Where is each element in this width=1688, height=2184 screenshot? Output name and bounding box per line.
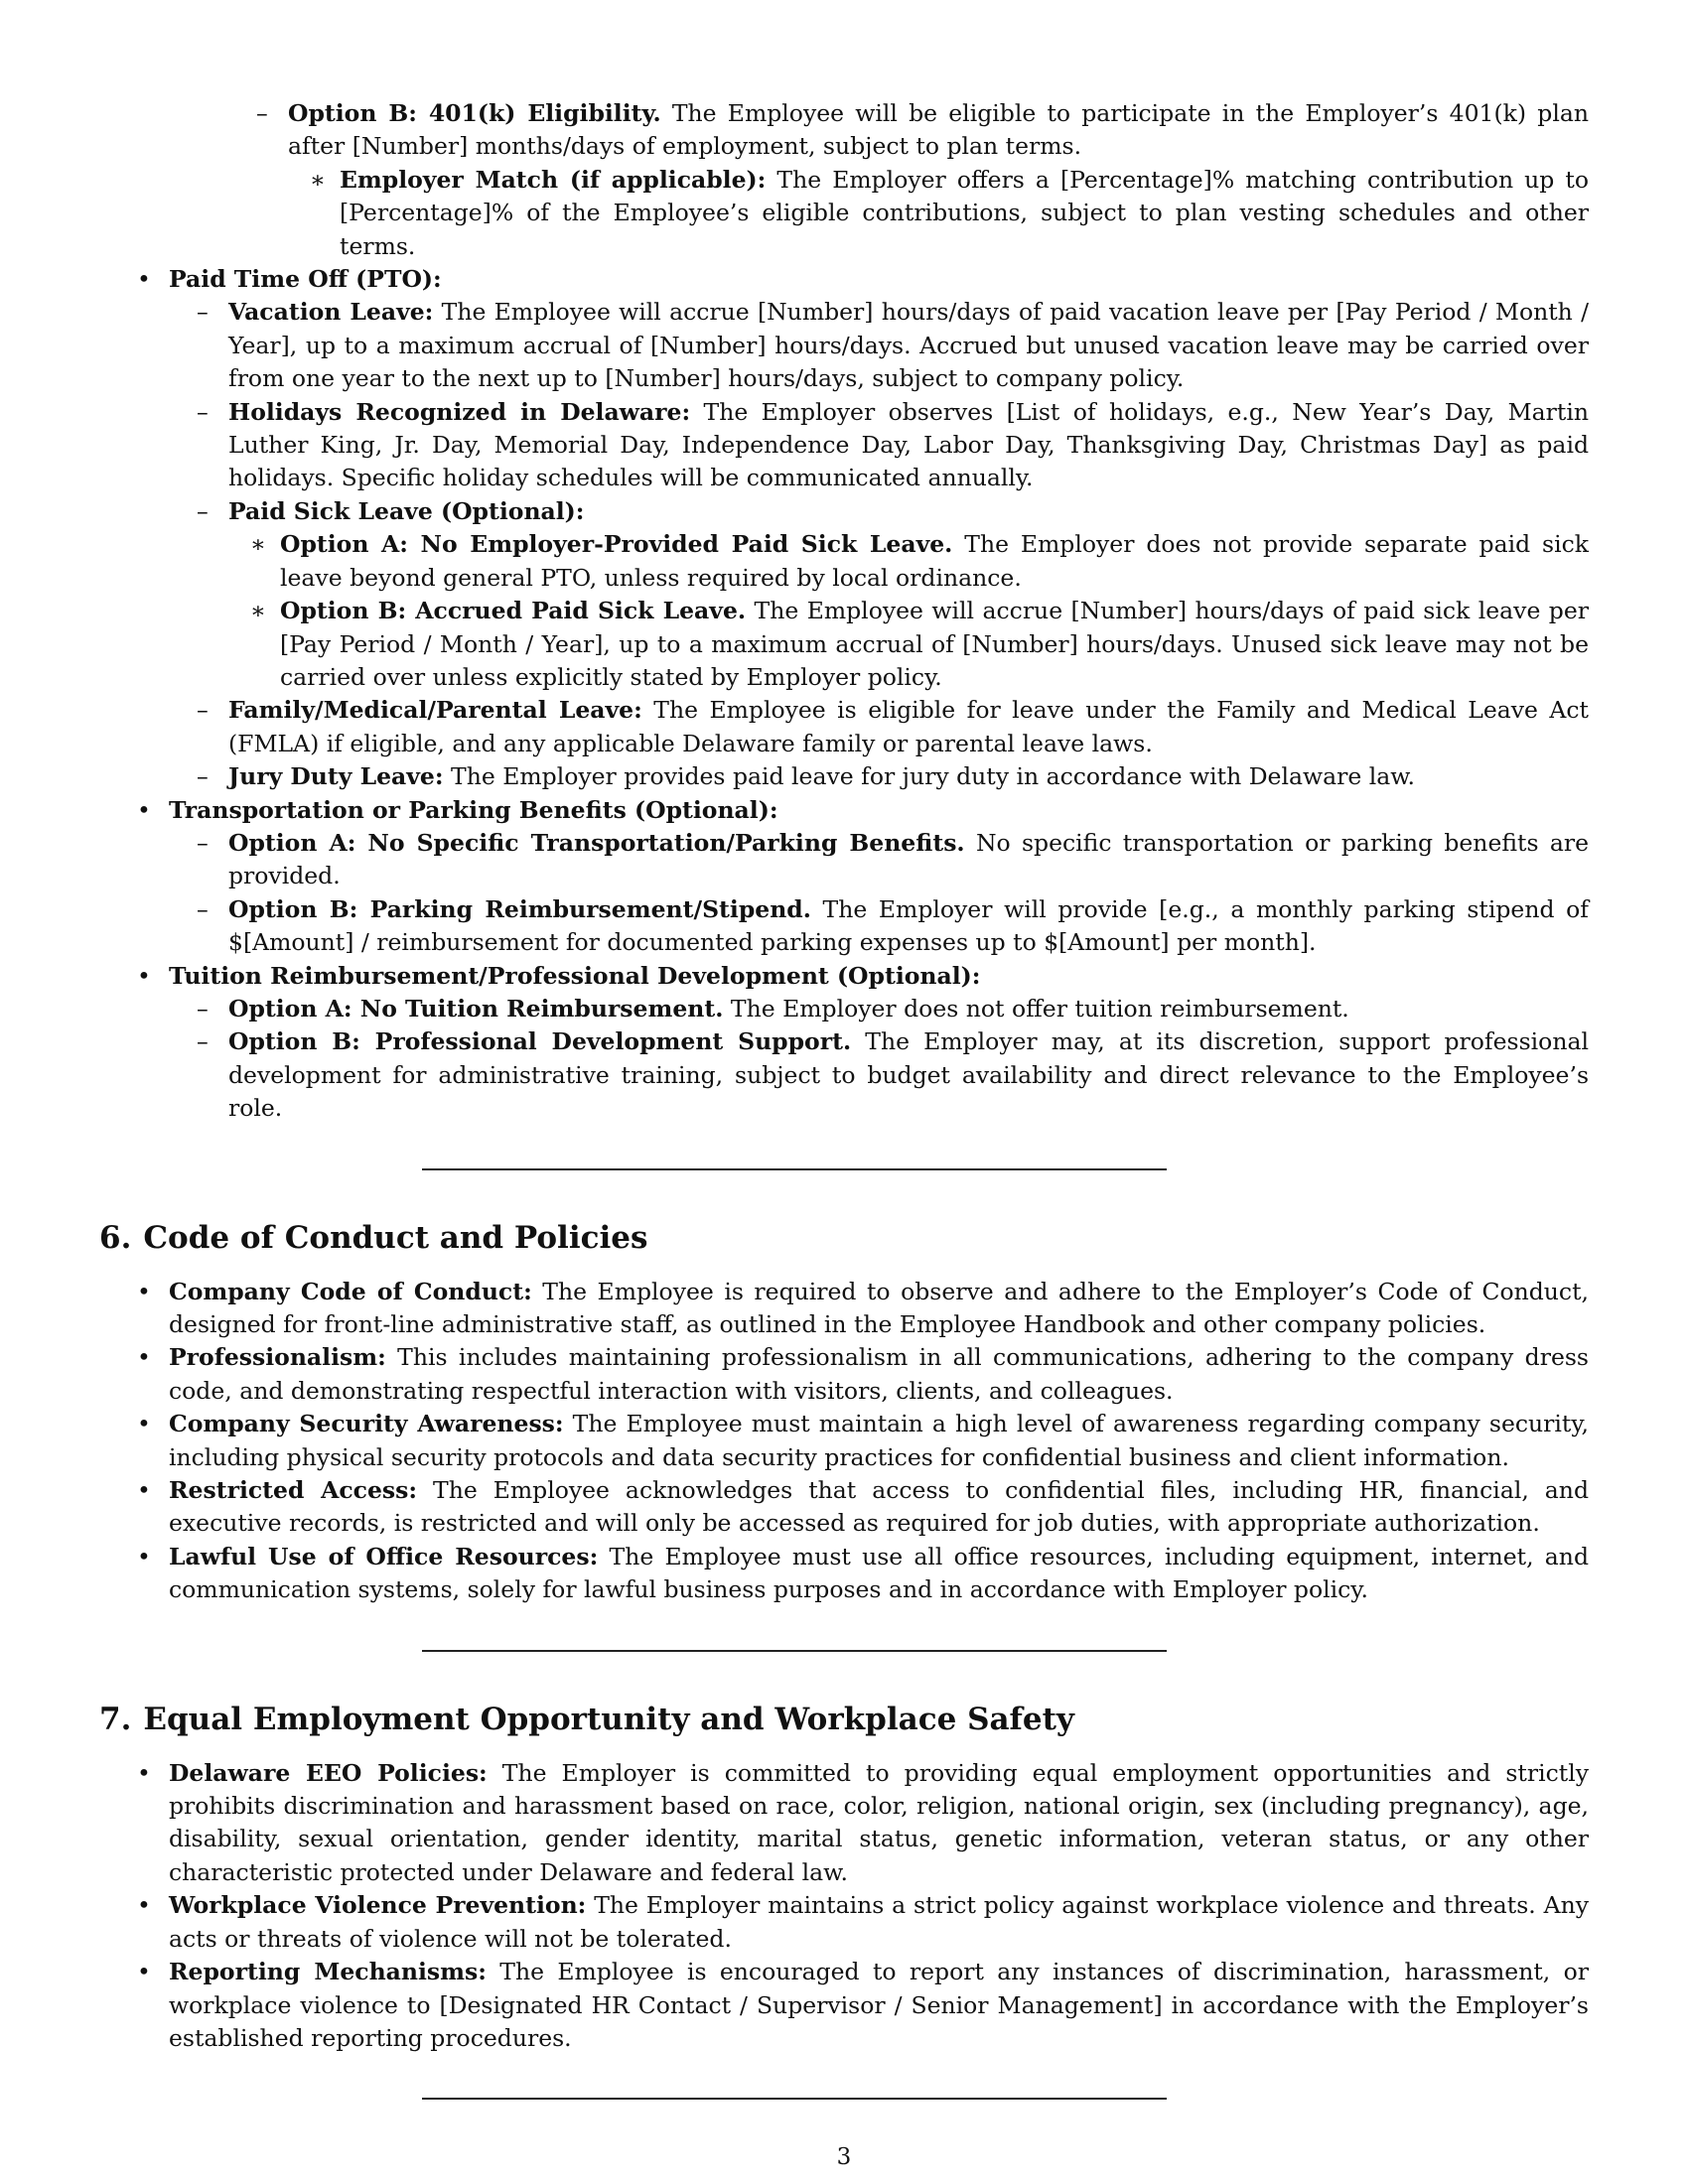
list-item bbox=[169, 827, 1589, 893]
section-heading bbox=[99, 1220, 1589, 1256]
list-item bbox=[169, 1025, 1589, 1125]
list-item bbox=[228, 595, 1589, 694]
item-title: Transportation or Parking Benefits (Optional): bbox=[169, 795, 778, 824]
item-text: The Employer maintains a strict policy against workplace violence and threats. Any acts or threats of violence will not be tolerated. bbox=[169, 1891, 1589, 1953]
list-item bbox=[99, 1408, 1589, 1474]
item-title: Holidays Recognized in Delaware: bbox=[228, 397, 691, 426]
sub-list bbox=[288, 164, 1589, 263]
item-title: Option B: Parking Reimbursement/Stipend. bbox=[228, 894, 811, 923]
list-item bbox=[169, 694, 1589, 760]
item-text: The Employer does not offer tuition reimbursement. bbox=[730, 994, 1349, 1023]
list-item bbox=[99, 1341, 1589, 1408]
item-text: The Employee is encouraged to report any instances of discrimination, harassment, or workplace violence to [Designated HR Contact / Supervisor / Senior Management] in accordance with the Employer’s established reporting procedures. bbox=[169, 1958, 1589, 2052]
list-item bbox=[228, 97, 1589, 263]
conduct-list bbox=[99, 1276, 1589, 1607]
item-title: Vacation Leave: bbox=[228, 298, 434, 327]
sub-list bbox=[169, 993, 1589, 1126]
list-item bbox=[99, 1541, 1589, 1607]
item-text: The Employee will be eligible to participate in the Employer’s 401(k) plan after [Number] months/days of employment, subject to plan terms. bbox=[288, 99, 1589, 161]
section-number: 6. bbox=[99, 1219, 132, 1256]
item-title: Professionalism: bbox=[169, 1343, 386, 1372]
list-item bbox=[169, 893, 1589, 960]
sub-list bbox=[228, 528, 1589, 694]
item-text: The Employer observes [List of holidays, e.g., New Year’s Day, Martin Luther King, Jr. Day, Memorial Day, Independence Day, Labor Day, Thanksgiving Day, Christmas Day] as paid holidays. Specific holiday schedules will be communicated annually. bbox=[228, 397, 1589, 492]
list-item bbox=[99, 1474, 1589, 1541]
item-title: Paid Sick Leave (Optional): bbox=[228, 496, 585, 525]
section-divider bbox=[422, 2098, 1167, 2100]
item-title: Company Security Awareness: bbox=[169, 1410, 564, 1438]
item-title: Option B: 401(k) Eligibility. bbox=[288, 99, 661, 127]
item-title: Company Code of Conduct: bbox=[169, 1277, 532, 1305]
item-title: Workplace Violence Prevention: bbox=[169, 1891, 587, 1920]
item-title: Family/Medical/Parental Leave: bbox=[228, 696, 642, 725]
list-item bbox=[169, 296, 1589, 395]
item-title: Option A: No Employer-Provided Paid Sick Leave. bbox=[280, 530, 953, 559]
benefits-list bbox=[99, 263, 1589, 1126]
list-item bbox=[169, 993, 1589, 1025]
item-text: The Employee acknowledges that access to confidential files, including HR, financial, and executive records, is restricted and will only be accessed as required for job duties, with appropriate authorization. bbox=[169, 1476, 1589, 1538]
item-title: Delaware EEO Policies: bbox=[169, 1758, 488, 1787]
eeo-list bbox=[99, 1757, 1589, 2056]
item-title: Option B: Professional Development Support. bbox=[228, 1027, 852, 1056]
item-title: Reporting Mechanisms: bbox=[169, 1958, 487, 1986]
item-text: The Employer may, at its discretion, support professional development for administrative training, subject to budget availability and direct relevance to the Employee’s role. bbox=[228, 1027, 1589, 1123]
sub-list bbox=[169, 296, 1589, 793]
sub-list bbox=[169, 827, 1589, 960]
section-title: Code of Conduct and Policies bbox=[143, 1219, 648, 1256]
item-title: Tuition Reimbursement/Professional Development (Optional): bbox=[169, 961, 981, 990]
section-heading bbox=[99, 1702, 1589, 1737]
item-text: This includes maintaining professionalism in all communications, adhering to the company dress code, and demonstrating respectful interaction with visitors, clients, and colleagues. bbox=[169, 1343, 1589, 1405]
item-text: The Employer is committed to providing equal employment opportunities and strictly prohibits discrimination and harassment based on race, color, religion, national origin, sex (including pregnancy), age, disability, sexual orientation, gender identity, marital status, genetic information, veteran status, or any other characteristic protected under Delaware and federal law. bbox=[169, 1758, 1589, 1886]
benefit-tuition bbox=[99, 960, 1589, 1126]
item-text: The Employee must maintain a high level of awareness regarding company security, including physical security protocols and data security practices for confidential business and client information. bbox=[169, 1410, 1589, 1471]
item-text: The Employee will accrue [Number] hours/days of paid vacation leave per [Pay Period / Month / Year], up to a maximum accrual of [Number] hours/days. Accrued but unused vacation leave may be carried over from one year to the next up to [Number] hours/days, subject to company policy. bbox=[228, 298, 1589, 393]
list-item bbox=[99, 1956, 1589, 2055]
item-title: Paid Time Off (PTO): bbox=[169, 265, 442, 294]
list-item bbox=[99, 1757, 1589, 1890]
benefit-pto bbox=[99, 263, 1589, 794]
item-text: No specific transportation or parking benefits are provided. bbox=[228, 828, 1589, 890]
item-title: Jury Duty Leave: bbox=[228, 762, 444, 791]
item-text: The Employee will accrue [Number] hours/days of paid sick leave per [Pay Period / Month / Year], up to a maximum accrual of [Number] hours/days. Unused sick leave may not be carried over unless explicitly stated by Employer policy. bbox=[280, 597, 1589, 691]
list-item bbox=[99, 1276, 1589, 1342]
item-title: Option A: No Specific Transportation/Parking Benefits. bbox=[228, 828, 965, 857]
item-text: The Employer provides paid leave for jury duty in accordance with Delaware law. bbox=[451, 762, 1416, 791]
item-text: The Employer offers a [Percentage]% matching contribution up to [Percentage]% of the Employee’s eligible contributions, subject to plan vesting schedules and other terms. bbox=[340, 165, 1589, 260]
benefit-transportation bbox=[99, 794, 1589, 960]
page-number: 3 bbox=[836, 2144, 852, 2170]
pre-list bbox=[99, 97, 1589, 263]
item-text: The Employer does not provide separate paid sick leave beyond general PTO, unless required by local ordinance. bbox=[280, 530, 1589, 592]
item-title: Lawful Use of Office Resources: bbox=[169, 1542, 599, 1570]
page-content bbox=[99, 97, 1589, 2100]
item-title: Employer Match (if applicable): bbox=[340, 165, 767, 194]
section-divider bbox=[422, 1650, 1167, 1652]
list-item bbox=[169, 760, 1589, 793]
section-number: 7. bbox=[99, 1701, 132, 1737]
item-title: Restricted Access: bbox=[169, 1476, 418, 1505]
item-text: The Employee must use all office resources, including equipment, internet, and communication systems, solely for lawful business purposes and in accordance with Employer policy. bbox=[169, 1542, 1589, 1604]
section-title: Equal Employment Opportunity and Workplace Safety bbox=[143, 1701, 1074, 1737]
list-item bbox=[228, 528, 1589, 595]
list-item bbox=[288, 164, 1589, 263]
section-divider bbox=[422, 1168, 1167, 1170]
item-text: The Employee is eligible for leave under the Family and Medical Leave Act (FMLA) if eligible, and any applicable Delaware family or parental leave laws. bbox=[228, 696, 1589, 757]
item-title: Option B: Accrued Paid Sick Leave. bbox=[280, 597, 747, 625]
item-text: The Employer will provide [e.g., a monthly parking stipend of $[Amount] / reimbursement for documented parking expenses up to $[Amount] per month]. bbox=[228, 894, 1589, 957]
item-title: Option A: No Tuition Reimbursement. bbox=[228, 994, 724, 1023]
list-item bbox=[169, 495, 1589, 694]
item-text: The Employee is required to observe and adhere to the Employer’s Code of Conduct, designed for front-line administrative staff, as outlined in the Employee Handbook and other company policies. bbox=[169, 1277, 1589, 1338]
list-item bbox=[169, 396, 1589, 495]
list-item bbox=[99, 1889, 1589, 1956]
